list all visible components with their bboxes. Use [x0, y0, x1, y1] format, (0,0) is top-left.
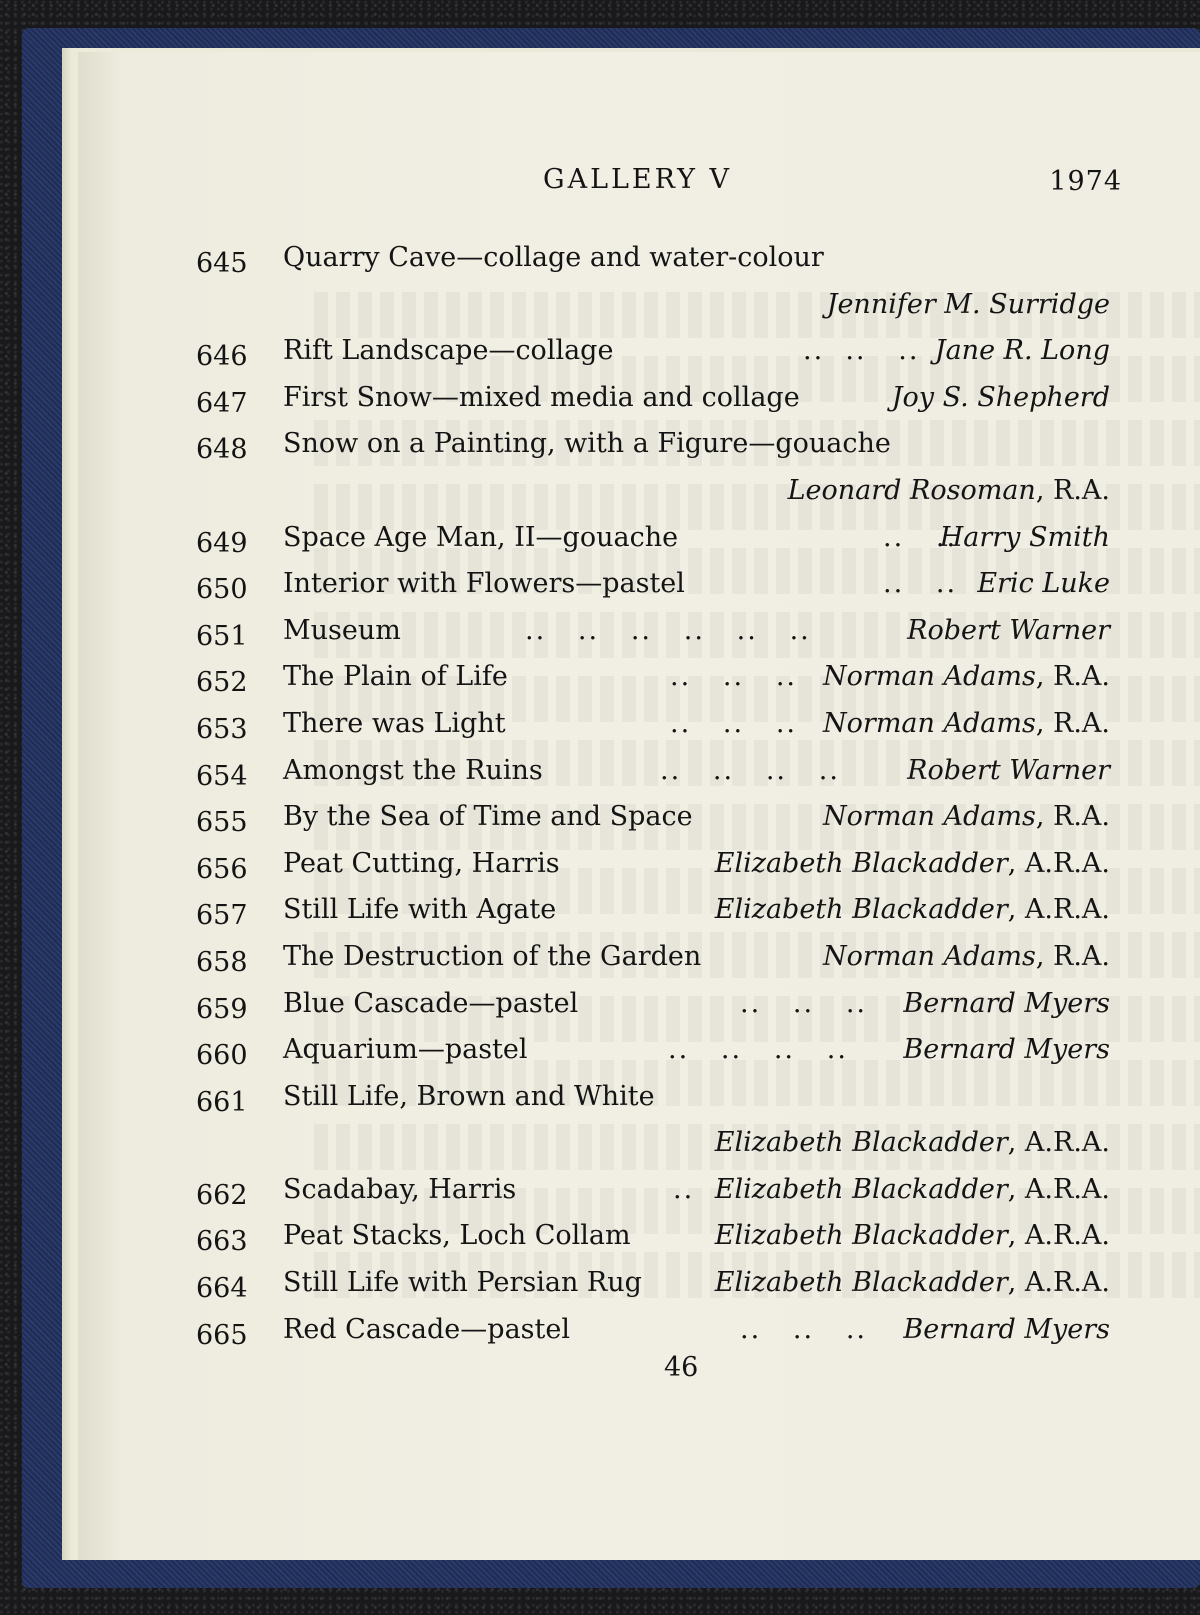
work-medium: —gouache [535, 521, 679, 553]
catalogue-number: 649 [196, 527, 248, 559]
artist-honours: , A.R.A. [1007, 894, 1110, 926]
work-title: Blue Cascade [283, 987, 469, 1019]
artist-name: Bernard Myers [903, 1034, 1110, 1066]
leader-dots: .. .. .. [740, 987, 867, 1019]
artist-credit [903, 1307, 1110, 1354]
work-title-line [283, 1167, 516, 1214]
work-title: Quarry Cave [283, 242, 457, 273]
work-title-line [283, 748, 543, 795]
leader-dots: .. .. .. [803, 335, 920, 367]
entry-row [78, 1260, 1200, 1307]
work-title: Snow on a Painting, with a Figure [283, 428, 749, 460]
catalogue-number: 658 [196, 946, 248, 978]
artist-credit [823, 794, 1110, 841]
catalogue-number: 651 [196, 620, 248, 652]
work-title: Rift Landscape [283, 335, 489, 367]
artist-name: Jennifer M. Surridge [826, 288, 1110, 320]
catalogue-number: 646 [196, 341, 248, 373]
catalogue-number: 652 [196, 667, 248, 699]
artist-name: Elizabeth Blackadder [714, 847, 1008, 879]
work-title: Still Life with Persian Rug [283, 1267, 642, 1299]
artist-credit [823, 701, 1110, 748]
artist-credit [977, 561, 1110, 608]
work-title: Still Life, Brown and White [283, 1080, 655, 1112]
work-title: Still Life with Agate [283, 894, 557, 926]
entry-row [78, 1213, 1200, 1260]
entry-row [78, 1307, 1200, 1354]
artist-name: Harry Smith [939, 521, 1110, 553]
artist-name: Joy S. Shepherd [891, 381, 1110, 413]
entry-row [78, 654, 1200, 701]
artist-name: Norman Adams [823, 801, 1036, 833]
leader-dots: .. .. .. .. .. .. [525, 614, 811, 646]
entry-row [78, 981, 1200, 1028]
work-title-line [283, 421, 891, 468]
artist-name: Norman Adams [823, 661, 1036, 693]
work-title-line [283, 1213, 631, 1260]
work-title-line [283, 561, 685, 608]
leader-dots: .. .. [883, 568, 958, 600]
work-title-line [283, 654, 508, 701]
catalogue-number: 657 [196, 900, 248, 932]
work-medium: —pastel [575, 568, 685, 600]
work-title-line [283, 1307, 570, 1354]
work-medium: —collage and water-colour [456, 242, 824, 273]
work-medium: —pastel [417, 1034, 528, 1066]
artist-honours: , R.A. [1035, 801, 1110, 833]
work-title: Interior with Flowers [283, 568, 576, 600]
artist-name: Robert Warner [907, 754, 1110, 786]
catalogue-page [78, 52, 1200, 1560]
entry-row [78, 1167, 1200, 1214]
running-head [78, 164, 1200, 204]
artist-credit [715, 1213, 1110, 1260]
artist-name: Bernard Myers [903, 987, 1110, 1019]
entries-list [78, 235, 1200, 1353]
artist-credit [715, 1167, 1110, 1214]
entry-row [78, 235, 1200, 328]
work-medium: —pastel [468, 987, 579, 1019]
artist-name: Norman Adams [823, 707, 1036, 739]
work-medium: —gouache [748, 428, 891, 460]
page-number: 46 [664, 1352, 699, 1383]
leader-dots: .. .. .. .. [668, 1034, 848, 1066]
work-title-line [283, 608, 401, 655]
leader-dots: .. .. [883, 521, 958, 553]
catalogue-number: 663 [196, 1226, 248, 1258]
artist-name: Elizabeth Blackadder [714, 1127, 1008, 1159]
artist-honours: , A.R.A. [1007, 847, 1110, 879]
work-title: The Destruction of the Garden [283, 940, 702, 972]
work-title-line [283, 328, 613, 375]
entry-row [78, 1027, 1200, 1074]
work-title-line [283, 934, 701, 981]
entry-row [78, 328, 1200, 375]
work-title-line [283, 841, 560, 888]
entry-row [78, 608, 1200, 655]
work-medium: —mixed media and collage [431, 381, 800, 413]
work-title-line [283, 794, 693, 841]
artist-credit [903, 1027, 1110, 1074]
artist-honours: , R.A. [1035, 661, 1110, 693]
artist-credit [907, 608, 1110, 655]
artist-name: Elizabeth Blackadder [714, 1267, 1008, 1299]
entry-row [78, 421, 1200, 514]
artist-credit [715, 887, 1110, 934]
artist-name: Elizabeth Blackadder [714, 1173, 1008, 1205]
work-medium: —pastel [460, 1313, 570, 1345]
leader-dots: .. [673, 1173, 695, 1205]
entry-row [78, 794, 1200, 841]
catalogue-number: 661 [196, 1086, 248, 1118]
artist-credit [907, 748, 1110, 795]
catalogue-number: 665 [196, 1319, 248, 1351]
catalogue-number: 650 [196, 574, 248, 606]
entry-row [78, 701, 1200, 748]
entry-row [78, 748, 1200, 795]
leader-dots: .. .. .. [740, 1313, 867, 1345]
artist-honours: , R.A. [1035, 474, 1110, 506]
catalogue-number: 645 [196, 248, 248, 279]
leader-dots: .. .. .. .. [660, 754, 840, 786]
work-title-line [283, 701, 506, 748]
artist-credit [892, 375, 1110, 422]
artist-honours: , R.A. [1035, 707, 1110, 739]
work-title: Aquarium [283, 1034, 418, 1066]
artist-honours: , A.R.A. [1007, 1267, 1110, 1299]
artist-honours: , A.R.A. [1007, 1173, 1110, 1205]
work-title: There was Light [283, 707, 506, 739]
work-title-line [283, 235, 824, 282]
work-title-line [283, 1074, 655, 1121]
work-title-line [283, 981, 578, 1028]
artist-honours: , R.A. [1035, 940, 1110, 972]
artist-name: Bernard Myers [903, 1313, 1110, 1345]
artist-credit [715, 1260, 1110, 1307]
work-title-line [283, 375, 800, 422]
artist-credit [903, 981, 1110, 1028]
artist-credit [715, 841, 1110, 888]
work-medium: —collage [488, 335, 614, 367]
work-title-line [283, 887, 556, 934]
artist-credit [823, 654, 1110, 701]
entry-row [78, 561, 1200, 608]
artist-name: Elizabeth Blackadder [714, 1220, 1008, 1252]
artist-name: Leonard Rosoman [787, 474, 1036, 506]
artist-credit [827, 282, 1110, 329]
entry-row [78, 1074, 1200, 1167]
work-title: Red Cascade [283, 1313, 461, 1345]
entry-row [78, 515, 1200, 562]
artist-credit [940, 515, 1110, 562]
leader-dots: .. .. .. [670, 661, 797, 693]
artist-credit [823, 934, 1110, 981]
work-title: Amongst the Ruins [283, 754, 543, 786]
catalogue-number: 647 [196, 387, 248, 419]
catalogue-number: 654 [196, 760, 248, 792]
work-title: First Snow [283, 381, 432, 413]
gallery-title: GALLERY V [543, 164, 733, 195]
catalogue-number: 656 [196, 853, 248, 885]
artist-name: Jane R. Long [934, 335, 1110, 367]
artist-credit [788, 468, 1110, 515]
artist-name: Eric Luke [977, 568, 1110, 600]
artist-honours: , A.R.A. [1007, 1127, 1110, 1159]
catalogue-number: 648 [196, 434, 248, 466]
year: 1974 [1049, 166, 1122, 197]
entry-row [78, 934, 1200, 981]
work-title: By the Sea of Time and Space [283, 801, 693, 833]
artist-credit [935, 328, 1110, 375]
artist-credit [715, 1120, 1110, 1167]
work-title: Scadabay, Harris [283, 1173, 517, 1205]
artist-name: Norman Adams [823, 940, 1036, 972]
catalogue-number: 660 [196, 1040, 248, 1072]
artist-name: Elizabeth Blackadder [714, 894, 1008, 926]
artist-name: Robert Warner [907, 614, 1110, 646]
work-title: Space Age Man, II [283, 521, 536, 553]
work-title-line [283, 515, 678, 562]
work-title-line [283, 1260, 642, 1307]
work-title-line [283, 1027, 528, 1074]
entry-row [78, 887, 1200, 934]
work-title: Museum [283, 614, 401, 646]
entry-row [78, 375, 1200, 422]
work-title: Peat Cutting, Harris [283, 847, 560, 879]
catalogue-number: 653 [196, 713, 248, 745]
work-title: Peat Stacks, Loch Collam [283, 1220, 631, 1252]
entry-row [78, 841, 1200, 888]
artist-honours: , A.R.A. [1007, 1220, 1110, 1252]
work-title: The Plain of Life [283, 661, 508, 693]
catalogue-number: 664 [196, 1273, 248, 1305]
catalogue-number: 662 [196, 1179, 248, 1211]
leader-dots: .. .. .. [670, 707, 797, 739]
catalogue-number: 659 [196, 993, 248, 1025]
catalogue-number: 655 [196, 807, 248, 839]
